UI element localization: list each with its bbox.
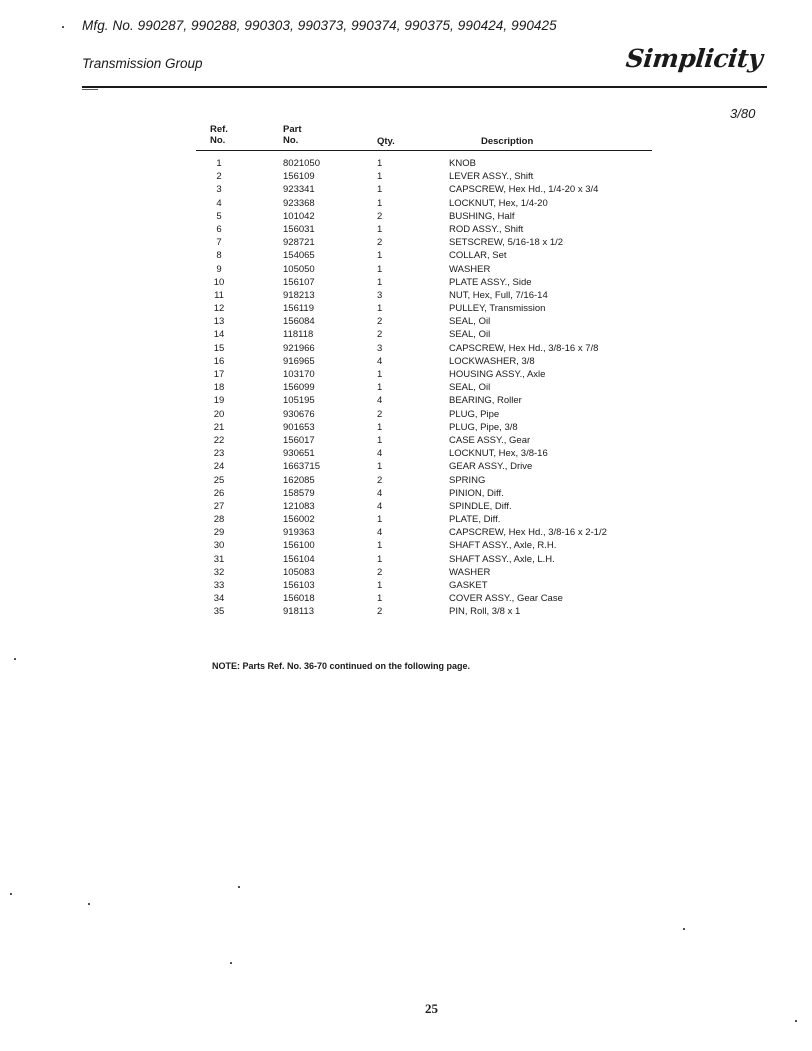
cell-qty: 1 <box>377 171 383 183</box>
col-header-ref-line1: Ref. <box>210 124 228 135</box>
cell-description: WASHER <box>449 263 491 275</box>
table-row <box>0 408 812 421</box>
table-row <box>0 605 812 618</box>
cell-ref: 16 <box>213 355 225 367</box>
cell-description: PIN, Roll, 3/8 x 1 <box>449 606 521 618</box>
cell-description: GEAR ASSY., Drive <box>449 461 533 473</box>
cell-ref: 15 <box>213 342 225 354</box>
cell-description: SEAL, Oil <box>449 382 491 394</box>
cell-part-no: 901653 <box>283 421 315 433</box>
cell-description: CAPSCREW, Hex Hd., 3/8-16 x 2-1/2 <box>449 527 607 539</box>
cell-description: CASE ASSY., Gear <box>449 434 531 446</box>
table-row <box>0 302 812 315</box>
cell-description: GASKET <box>449 580 488 591</box>
cell-qty: 1 <box>377 553 383 565</box>
table-row <box>0 579 812 592</box>
table-row <box>0 263 812 276</box>
cell-description: PLATE ASSY., Side <box>449 276 532 288</box>
cell-description: KNOB <box>449 158 476 169</box>
cell-qty: 3 <box>377 289 383 301</box>
table-header-rule <box>196 150 652 151</box>
cell-part-no: 156099 <box>283 382 315 394</box>
cell-description: PULLEY, Transmission <box>449 303 546 315</box>
cell-description: PLUG, Pipe <box>449 408 500 420</box>
cell-ref: 12 <box>213 303 225 315</box>
cell-qty: 2 <box>377 329 383 341</box>
cell-ref: 6 <box>216 223 222 235</box>
cell-qty: 2 <box>377 474 383 486</box>
table-row <box>0 236 812 249</box>
col-header-ref <box>210 124 228 146</box>
cell-qty: 2 <box>377 237 383 249</box>
cell-ref: 10 <box>213 276 225 288</box>
section-title: Transmission Group <box>82 56 203 71</box>
cell-part-no: 923341 <box>283 184 315 196</box>
table-row <box>0 487 812 500</box>
cell-part-no: 916965 <box>283 355 315 367</box>
table-row <box>0 223 812 236</box>
col-header-part-line2: No. <box>283 135 299 146</box>
table-row <box>0 381 812 394</box>
cell-ref: 8 <box>216 250 222 262</box>
cell-part-no: 156002 <box>283 514 315 526</box>
cell-description: SPRING <box>449 474 486 486</box>
cell-ref: 30 <box>213 540 225 552</box>
cell-qty: 1 <box>377 580 383 591</box>
header-divider-tick <box>82 89 98 90</box>
cell-part-no: 156084 <box>283 316 315 328</box>
table-row <box>0 157 812 170</box>
cell-qty: 1 <box>377 184 383 196</box>
page-number: 25 <box>425 1001 438 1016</box>
cell-qty: 1 <box>377 382 383 394</box>
cell-description: COLLAR, Set <box>449 250 507 262</box>
scan-speck <box>230 962 232 964</box>
cell-description: PINION, Diff. <box>449 487 504 499</box>
cell-part-no: 156031 <box>283 223 315 235</box>
table-row <box>0 539 812 552</box>
cell-description: LOCKNUT, Hex, 3/8-16 <box>449 448 548 460</box>
cell-part-no: 118118 <box>283 329 314 341</box>
cell-qty: 1 <box>377 223 383 235</box>
cell-part-no: 156100 <box>283 540 315 552</box>
scan-speck <box>795 1020 797 1022</box>
cell-qty: 1 <box>377 540 383 552</box>
cell-description: CAPSCREW, Hex Hd., 1/4-20 x 3/4 <box>449 184 599 196</box>
cell-qty: 1 <box>377 593 383 605</box>
cell-description: SPINDLE, Diff. <box>449 500 512 512</box>
cell-part-no: 156119 <box>283 303 314 315</box>
cell-description: SEAL, Oil <box>449 316 491 328</box>
col-header-description: Description <box>481 136 534 147</box>
cell-ref: 7 <box>216 237 222 249</box>
cell-qty: 2 <box>377 408 383 420</box>
cell-part-no: 156103 <box>283 580 315 591</box>
cell-part-no: 156109 <box>283 171 315 183</box>
cell-qty: 3 <box>377 342 383 354</box>
table-row <box>0 500 812 513</box>
cell-ref: 21 <box>213 421 225 433</box>
scan-speck <box>14 658 16 660</box>
cell-description: SETSCREW, 5/16-18 x 1/2 <box>449 237 564 249</box>
cell-ref: 34 <box>213 593 225 605</box>
table-row <box>0 276 812 289</box>
cell-qty: 1 <box>377 434 383 446</box>
cell-ref: 1 <box>216 158 222 169</box>
cell-qty: 1 <box>377 369 383 380</box>
scan-speck <box>62 26 64 28</box>
cell-description: SHAFT ASSY., Axle, L.H. <box>449 553 555 565</box>
table-row <box>0 289 812 302</box>
cell-part-no: 918113 <box>283 606 314 618</box>
cell-part-no: 156104 <box>283 553 315 565</box>
table-row <box>0 368 812 381</box>
table-row <box>0 434 812 447</box>
cell-part-no: 8021050 <box>283 158 320 169</box>
header-divider <box>82 86 767 88</box>
continuation-note: NOTE: Parts Ref. No. 36-70 continued on the following page. <box>212 661 471 671</box>
table-row <box>0 526 812 539</box>
cell-qty: 1 <box>377 421 383 433</box>
col-header-qty: Qty. <box>377 136 395 147</box>
cell-description: COVER ASSY., Gear Case <box>449 593 563 605</box>
table-row <box>0 249 812 262</box>
cell-description: PLATE, Diff. <box>449 514 501 526</box>
mfg-numbers: Mfg. No. 990287, 990288, 990303, 990373, 990374, 990375, 990424, 990425 <box>82 18 557 33</box>
cell-ref: 19 <box>213 395 225 407</box>
cell-ref: 11 <box>214 289 224 301</box>
cell-qty: 1 <box>377 303 383 315</box>
cell-part-no: 154065 <box>283 250 315 262</box>
cell-part-no: 105195 <box>283 395 315 407</box>
table-row <box>0 315 812 328</box>
table-row <box>0 513 812 526</box>
cell-ref: 28 <box>213 514 225 526</box>
cell-ref: 14 <box>213 329 225 341</box>
cell-ref: 25 <box>213 474 225 486</box>
cell-ref: 27 <box>213 500 225 512</box>
table-row <box>0 328 812 341</box>
scan-speck <box>238 886 240 888</box>
cell-qty: 2 <box>377 566 383 578</box>
cell-qty: 1 <box>377 263 383 275</box>
cell-qty: 1 <box>377 276 383 288</box>
cell-ref: 23 <box>213 448 225 460</box>
cell-part-no: 121083 <box>283 500 315 512</box>
cell-ref: 18 <box>213 382 225 394</box>
scan-speck <box>88 903 90 905</box>
cell-qty: 1 <box>377 250 383 262</box>
scan-speck <box>10 893 12 895</box>
cell-part-no: 928721 <box>283 237 315 249</box>
table-row <box>0 394 812 407</box>
table-row <box>0 342 812 355</box>
cell-ref: 22 <box>213 434 225 446</box>
cell-description: NUT, Hex, Full, 7/16-14 <box>449 289 548 301</box>
table-row <box>0 447 812 460</box>
table-row <box>0 210 812 223</box>
cell-part-no: 930676 <box>283 408 315 420</box>
cell-part-no: 101042 <box>283 210 315 222</box>
cell-description: PLUG, Pipe, 3/8 <box>449 421 518 433</box>
table-row <box>0 183 812 196</box>
cell-part-no: 918213 <box>283 289 315 301</box>
cell-qty: 4 <box>377 355 383 367</box>
cell-qty: 1 <box>377 461 383 473</box>
cell-ref: 29 <box>213 527 225 539</box>
table-row <box>0 355 812 368</box>
cell-description: WASHER <box>449 566 491 578</box>
cell-qty: 1 <box>377 158 383 169</box>
cell-part-no: 156107 <box>283 276 315 288</box>
col-header-part <box>283 124 301 146</box>
cell-qty: 4 <box>377 500 383 512</box>
cell-qty: 2 <box>377 316 383 328</box>
cell-ref: 13 <box>213 316 225 328</box>
cell-ref: 31 <box>213 553 225 565</box>
cell-description: HOUSING ASSY., Axle <box>449 369 546 380</box>
table-row <box>0 592 812 605</box>
cell-qty: 1 <box>377 514 383 526</box>
cell-description: LOCKWASHER, 3/8 <box>449 355 535 367</box>
cell-ref: 33 <box>213 580 225 591</box>
cell-ref: 32 <box>213 566 225 578</box>
cell-description: SHAFT ASSY., Axle, R.H. <box>449 540 557 552</box>
parts-table-body <box>0 157 812 619</box>
scan-speck <box>683 928 685 930</box>
table-row <box>0 553 812 566</box>
cell-description: SEAL, Oil <box>449 329 491 341</box>
table-row <box>0 566 812 579</box>
cell-part-no: 923368 <box>283 197 315 209</box>
cell-description: LEVER ASSY., Shift <box>449 171 534 183</box>
table-row <box>0 460 812 473</box>
cell-qty: 2 <box>377 606 383 618</box>
cell-qty: 2 <box>377 210 383 222</box>
cell-part-no: 105083 <box>283 566 315 578</box>
cell-ref: 2 <box>216 171 222 183</box>
cell-part-no: 930651 <box>283 448 315 460</box>
col-header-part-line1: Part <box>283 124 302 135</box>
table-row <box>0 170 812 183</box>
cell-description: CAPSCREW, Hex Hd., 3/8-16 x 7/8 <box>449 342 599 354</box>
cell-ref: 4 <box>216 197 222 209</box>
cell-part-no: 1663715 <box>283 461 320 473</box>
cell-part-no: 921966 <box>283 342 315 354</box>
cell-ref: 17 <box>213 369 225 380</box>
cell-description: BUSHING, Half <box>449 210 515 222</box>
table-row <box>0 474 812 487</box>
cell-ref: 3 <box>216 184 222 196</box>
cell-part-no: 156017 <box>283 434 315 446</box>
cell-part-no: 162085 <box>283 474 315 486</box>
cell-ref: 26 <box>213 487 225 499</box>
cell-part-no: 156018 <box>283 593 315 605</box>
cell-qty: 4 <box>377 448 383 460</box>
cell-part-no: 103170 <box>283 369 315 380</box>
cell-ref: 35 <box>213 606 225 618</box>
cell-part-no: 105050 <box>283 263 315 275</box>
cell-qty: 1 <box>377 197 383 209</box>
cell-description: LOCKNUT, Hex, 1/4-20 <box>449 197 548 209</box>
cell-part-no: 919363 <box>283 527 315 539</box>
cell-qty: 4 <box>377 395 383 407</box>
cell-description: BEARING, Roller <box>449 395 522 407</box>
col-header-ref-line2: No. <box>210 135 226 146</box>
cell-ref: 20 <box>213 408 225 420</box>
cell-ref: 24 <box>213 461 225 473</box>
brand-logo: Simplicity <box>624 44 764 73</box>
revision-date: 3/80 <box>730 106 756 121</box>
cell-qty: 4 <box>377 527 383 539</box>
cell-part-no: 158579 <box>283 487 315 499</box>
cell-ref: 5 <box>216 210 222 222</box>
cell-description: ROD ASSY., Shift <box>449 223 524 235</box>
table-row <box>0 421 812 434</box>
table-row <box>0 197 812 210</box>
cell-ref: 9 <box>216 263 222 275</box>
cell-qty: 4 <box>377 487 383 499</box>
